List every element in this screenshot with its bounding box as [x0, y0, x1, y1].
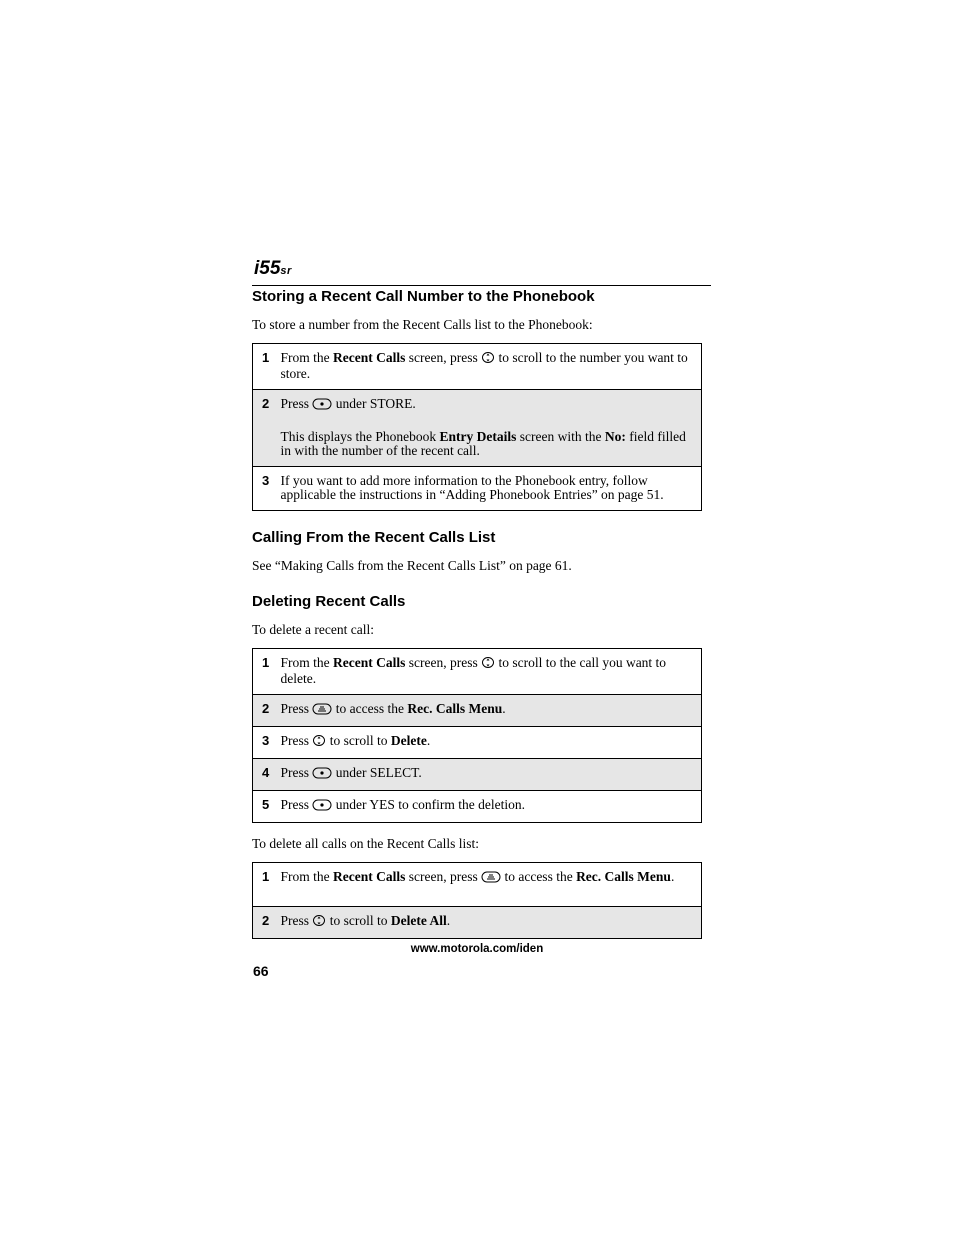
option-key-icon [312, 767, 332, 782]
table-row [253, 759, 702, 791]
step-number: 2 [253, 390, 281, 467]
navigation-key-icon [312, 734, 326, 750]
step-number: 3 [253, 467, 281, 511]
option-key-icon [312, 799, 332, 814]
step-text: From the Recent Calls screen, press to access the Rec. Calls Menu. [281, 863, 702, 907]
table-row [253, 863, 702, 907]
header-rule [252, 285, 711, 286]
delete-all-intro: To delete all calls on the Recent Calls list: [252, 836, 479, 851]
section-heading-calling: Calling From the Recent Calls List [252, 529, 496, 546]
step-text: Press under SELECT. [281, 759, 702, 791]
table-row [253, 791, 702, 823]
step-number: 2 [253, 695, 281, 727]
step-text: Press to scroll to Delete All. [281, 907, 702, 939]
option-key-icon [312, 398, 332, 413]
calling-body: See “Making Calls from the Recent Calls List” on page 61. [252, 558, 572, 573]
table-row [253, 390, 702, 467]
menu-key-icon [312, 703, 332, 718]
footer-url: www.motorola.com/iden [410, 943, 544, 955]
step-number: 1 [253, 344, 281, 390]
navigation-key-icon [312, 914, 326, 930]
page-number: 66 [253, 963, 269, 979]
section-heading-store: Storing a Recent Call Number to the Phonebook [252, 288, 595, 305]
navigation-key-icon [481, 351, 495, 367]
table-row [253, 907, 702, 939]
delete-steps-table [252, 648, 702, 823]
store-steps-table [252, 343, 702, 511]
table-row [253, 344, 702, 390]
step-text: Press to access the Rec. Calls Menu. [281, 695, 702, 727]
table-row [253, 727, 702, 759]
table-row [253, 649, 702, 695]
table-row [253, 467, 702, 511]
step-text: From the Recent Calls screen, press to scroll to the number you want to store. [281, 344, 702, 390]
step-text: From the Recent Calls screen, press to scroll to the call you want to delete. [281, 649, 702, 695]
step-text: Press under YES to confirm the deletion. [281, 791, 702, 823]
step-number: 4 [253, 759, 281, 791]
step-number: 1 [253, 863, 281, 907]
delete-all-steps-table [252, 862, 702, 939]
table-row [253, 695, 702, 727]
step-text: If you want to add more information to the Phonebook entry, follow applicable the instructions in “Adding Phonebook Entries” on page 51. [281, 467, 702, 511]
deleting-intro: To delete a recent call: [252, 622, 374, 637]
section-heading-deleting: Deleting Recent Calls [252, 593, 406, 610]
store-intro: To store a number from the Recent Calls list to the Phonebook: [252, 317, 593, 332]
step-text: Press to scroll to Delete. [281, 727, 702, 759]
navigation-key-icon [481, 656, 495, 672]
step-number: 3 [253, 727, 281, 759]
product-logo: i55sr [254, 258, 292, 279]
step-number: 2 [253, 907, 281, 939]
menu-key-icon [481, 871, 501, 886]
step-number: 5 [253, 791, 281, 823]
step-number: 1 [253, 649, 281, 695]
step-text: Press under STORE. This displays the Phonebook Entry Details screen with the No: field filled in with the number of the recent call. [281, 390, 702, 467]
